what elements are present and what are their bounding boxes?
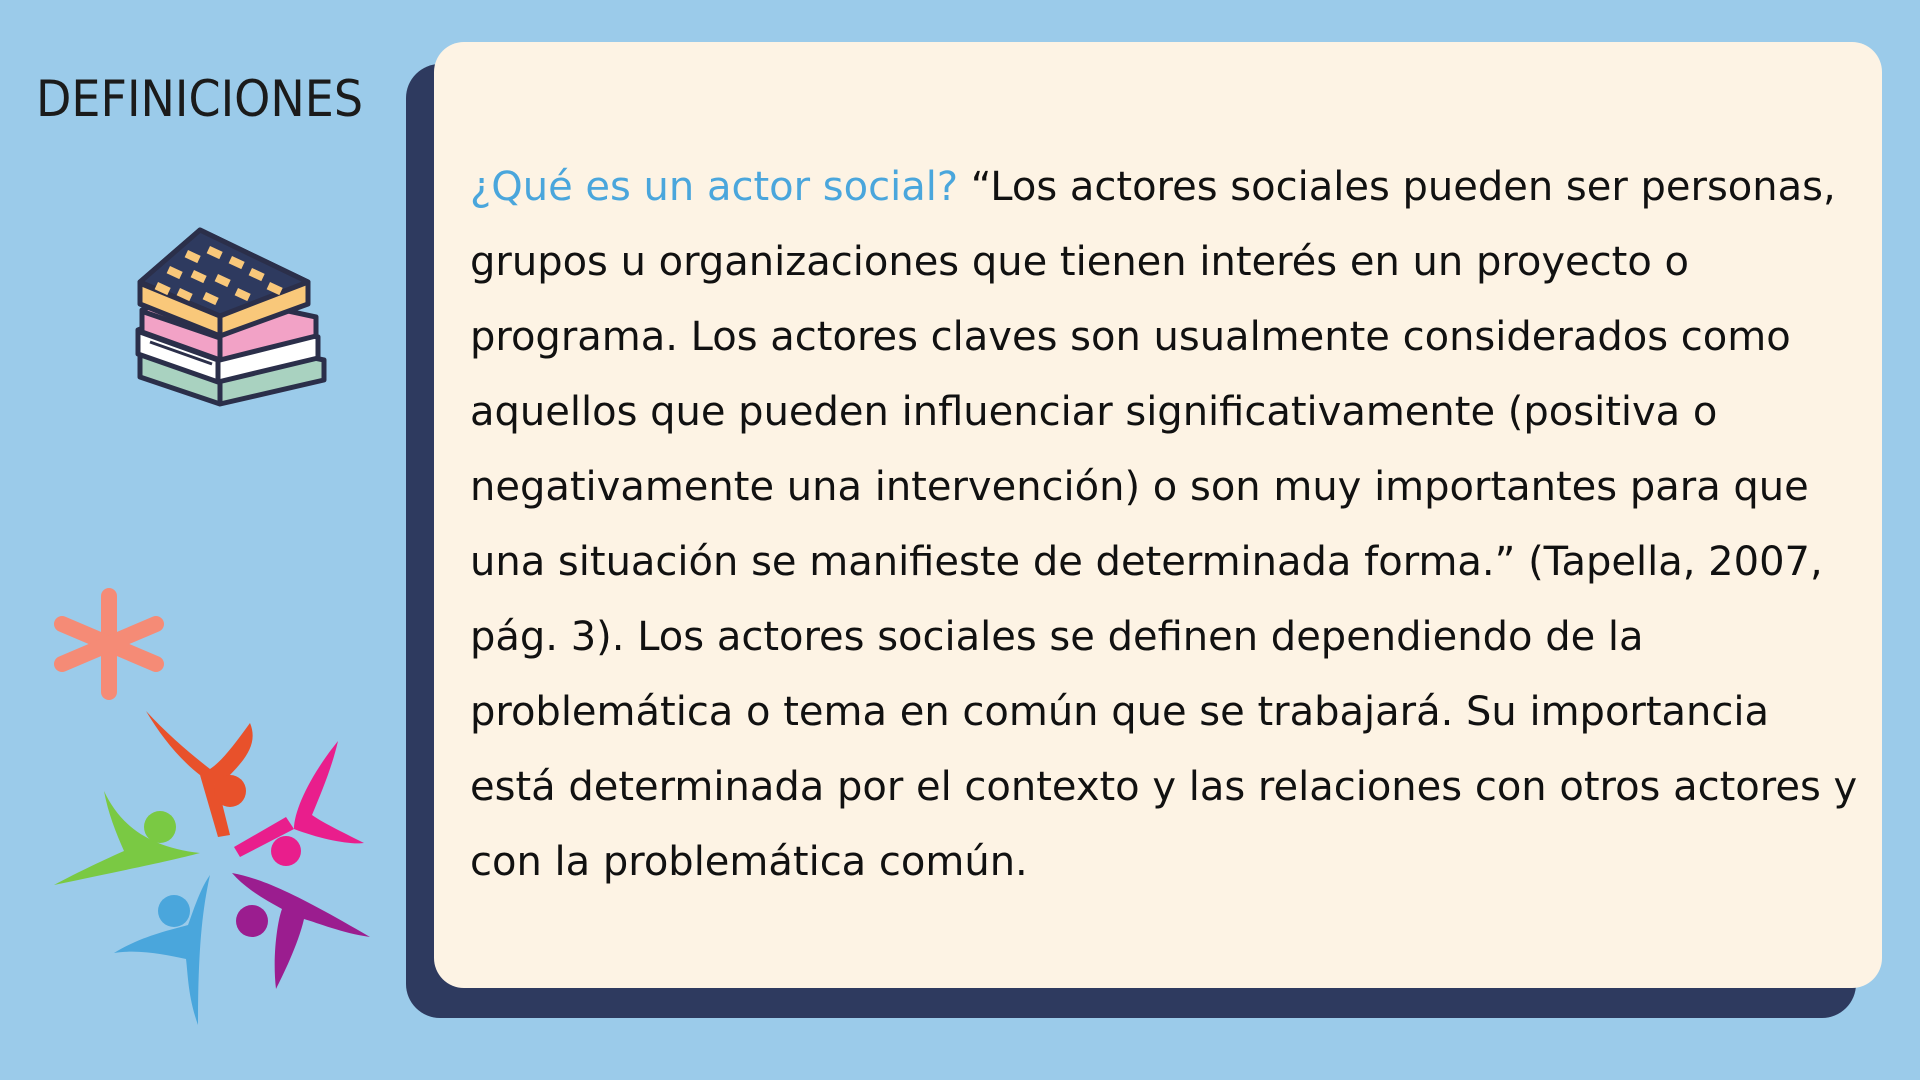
asterisk-icon: [50, 588, 168, 700]
slide-title: DEFINICIONES: [36, 70, 364, 128]
books-icon: [128, 222, 333, 407]
definition-body: “Los actores sociales pueden ser personas, grupos u organizaciones que tienen interés en un proyecto o programa. Los actores claves son usualmente considerados como aquellos que pueden influenciar significativamente (positiva o negativamente una intervención) o son muy importantes para que una situación se manifieste de determinada forma.” (Tapella, 2007, pág. 3). Los actores sociales se definen dependiendo de la problemática o tema en común que se trabajará. Su importancia está determinada por el contexto y las relaciones con otros actores y con la problemática común.: [470, 164, 1858, 885]
people-circle-icon: [50, 705, 375, 1030]
question-heading: ¿Qué es un actor social?: [470, 164, 959, 210]
definition-text: [470, 150, 1860, 900]
